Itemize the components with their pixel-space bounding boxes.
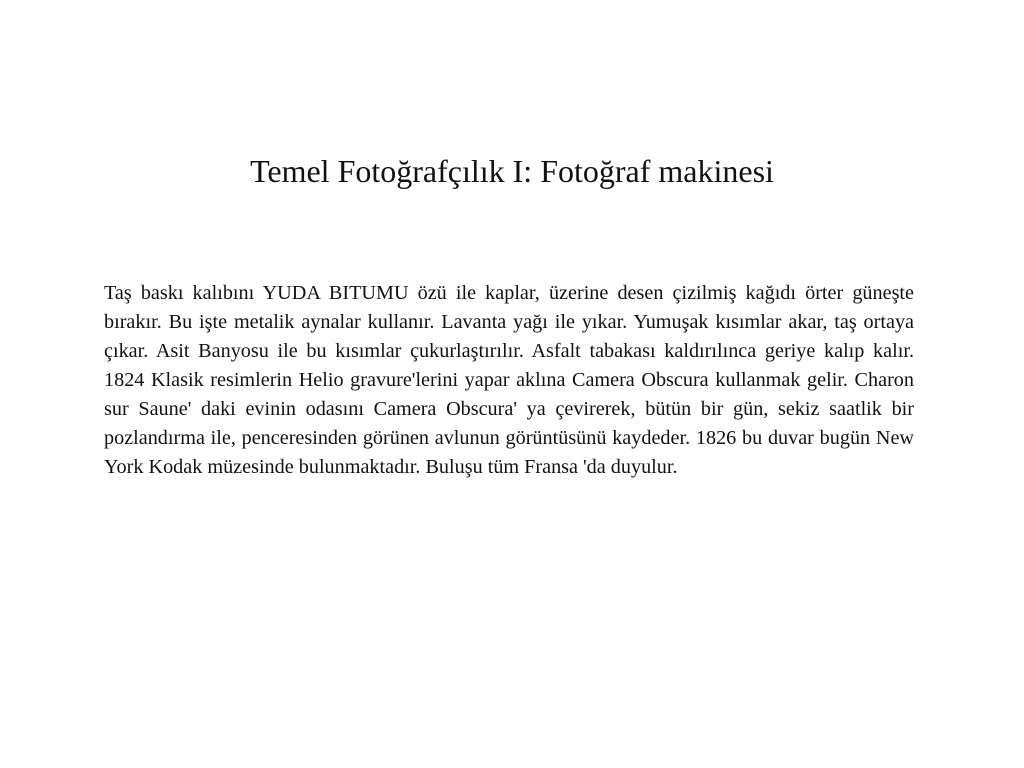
slide-body-text: Taş baskı kalıbını YUDA BITUMU özü ile kaplar, üzerine desen çizilmiş kağıdı örter güneşte bırakır. Bu işte metalik aynalar kullanır. Lavanta yağı ile yıkar. Yumuşak kısımlar akar, taş ortaya çıkar. Asit Banyosu ile bu kısımlar çukurlaştırılır. Asfalt tabakası kaldırılınca geriye kalıp kalır. 1824 Klasik resimlerin Helio gravure'lerini yapar aklına Camera Obscura kullanmak gelir. Charon sur Saune' daki evinin odasını Camera Obscura' ya çevirerek, bütün bir gün, sekiz saatlik bir pozlandırma ile, penceresinden görünen avlunun görüntüsünü kaydeder. 1826 bu duvar bugün New York Kodak müzesinde bulunmaktadır. Buluşu tüm Fransa 'da duyulur. xyxy=(104,282,914,478)
slide-title: Temel Fotoğrafçılık I: Fotoğraf makinesi xyxy=(250,153,774,189)
